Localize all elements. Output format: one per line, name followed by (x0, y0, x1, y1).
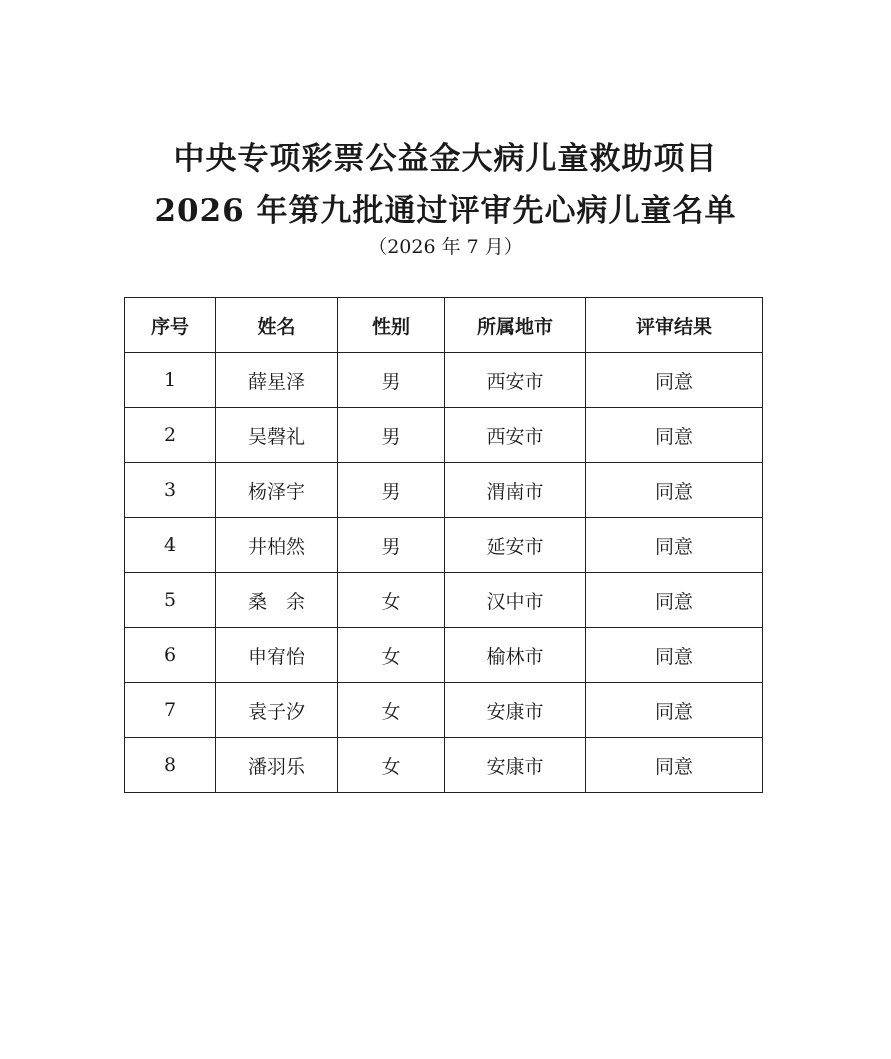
cell-name: 杨泽宇 (216, 463, 338, 518)
header-gender: 性别 (338, 298, 445, 353)
header-seq: 序号 (125, 298, 216, 353)
cell-city: 汉中市 (445, 573, 586, 628)
cell-result: 同意 (586, 408, 763, 463)
cell-name: 申宥怡 (216, 628, 338, 683)
cell-gender: 男 (338, 408, 445, 463)
document-title-line2: 2026 年第九批通过评审先心病儿童名单 (154, 193, 737, 229)
cell-name: 桑 余 (216, 573, 338, 628)
cell-result: 同意 (586, 573, 763, 628)
cell-city: 榆林市 (445, 628, 586, 683)
table-row (125, 573, 763, 628)
cell-seq: 8 (125, 738, 216, 793)
cell-gender: 男 (338, 353, 445, 408)
cell-seq: 1 (125, 353, 216, 408)
cell-name: 潘羽乐 (216, 738, 338, 793)
table-row (125, 738, 763, 793)
cell-gender: 男 (338, 518, 445, 573)
cell-seq: 5 (125, 573, 216, 628)
cell-result: 同意 (586, 353, 763, 408)
cell-result: 同意 (586, 518, 763, 573)
cell-city: 延安市 (445, 518, 586, 573)
cell-gender: 女 (338, 573, 445, 628)
cell-result: 同意 (586, 683, 763, 738)
cell-seq: 6 (125, 628, 216, 683)
cell-name: 吴磬礼 (216, 408, 338, 463)
cell-city: 西安市 (445, 408, 586, 463)
cell-name: 薛星泽 (216, 353, 338, 408)
document-title-line1: 中央专项彩票公益金大病儿童救助项目 (173, 141, 718, 177)
cell-result: 同意 (586, 463, 763, 518)
table-row (125, 518, 763, 573)
cell-city: 安康市 (445, 683, 586, 738)
cell-city: 西安市 (445, 353, 586, 408)
header-result: 评审结果 (586, 298, 763, 353)
children-roster-table (124, 297, 763, 793)
table-row (125, 463, 763, 518)
table-row (125, 683, 763, 738)
cell-name: 井柏然 (216, 518, 338, 573)
cell-gender: 男 (338, 463, 445, 518)
cell-seq: 2 (125, 408, 216, 463)
table-header-row (125, 298, 763, 353)
cell-seq: 7 (125, 683, 216, 738)
document-date: （2026 年 7 月） (368, 236, 523, 258)
header-name: 姓名 (216, 298, 338, 353)
cell-result: 同意 (586, 738, 763, 793)
cell-seq: 3 (125, 463, 216, 518)
cell-city: 渭南市 (445, 463, 586, 518)
table-row (125, 408, 763, 463)
cell-gender: 女 (338, 738, 445, 793)
cell-city: 安康市 (445, 738, 586, 793)
table-row (125, 628, 763, 683)
table-row (125, 353, 763, 408)
header-city: 所属地市 (445, 298, 586, 353)
cell-result: 同意 (586, 628, 763, 683)
cell-gender: 女 (338, 683, 445, 738)
cell-seq: 4 (125, 518, 216, 573)
cell-name: 袁子汐 (216, 683, 338, 738)
cell-gender: 女 (338, 628, 445, 683)
